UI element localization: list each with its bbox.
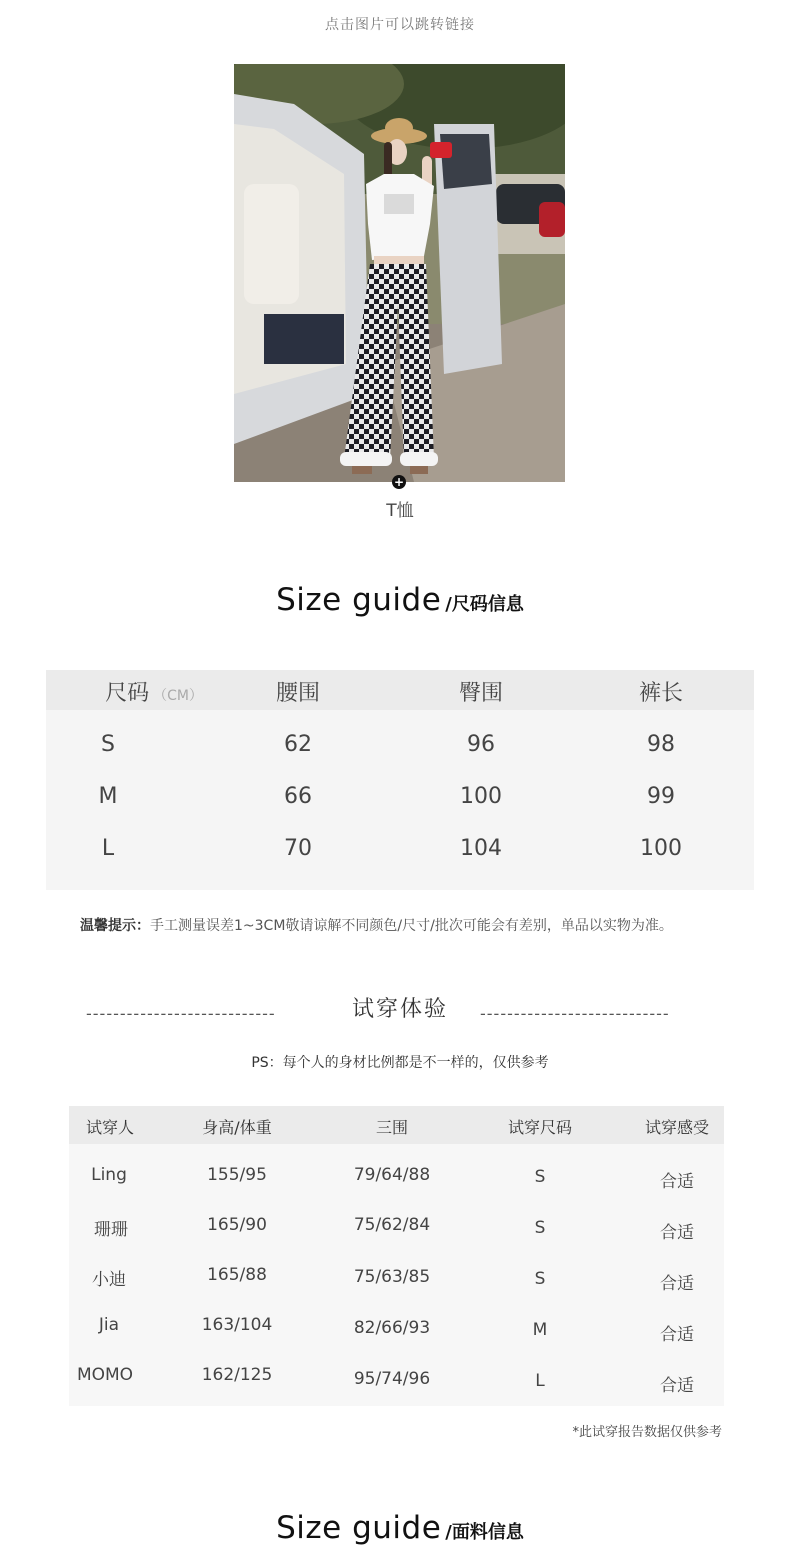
tryon-note: *此试穿报告数据仅供参考 xyxy=(572,1425,722,1440)
tryon-ps: PS：每个人的身材比例都是不一样的，仅供参考 xyxy=(251,1055,549,1071)
fabric-guide-title-cn: /面料信息 xyxy=(445,1522,524,1543)
tryon-feel: 合适 xyxy=(660,1325,694,1345)
warm-notice-label: 温馨提示： xyxy=(80,918,150,934)
tryon-person: 珊珊 xyxy=(94,1220,128,1240)
divider-left: ---------------------------- xyxy=(86,1004,276,1023)
product-photo xyxy=(234,64,565,482)
size-header-length: 裤长 xyxy=(638,681,684,706)
tryon-person: 小迪 xyxy=(92,1270,126,1290)
tryon-size: S xyxy=(534,1167,546,1187)
waist-cell: 62 xyxy=(284,732,312,757)
tryon-height-weight: 155/95 xyxy=(207,1165,267,1185)
product-photo-link[interactable] xyxy=(234,64,565,482)
tryon-header-height-weight: 身高/体重 xyxy=(202,1118,272,1137)
tryon-table xyxy=(69,1106,724,1406)
size-cell: M xyxy=(98,784,118,809)
size-table xyxy=(46,670,754,890)
waist-cell: 70 xyxy=(284,836,312,861)
jump-link-hint: 点击图片可以跳转链接 xyxy=(325,17,475,33)
tryon-height-weight: 165/90 xyxy=(207,1215,267,1235)
warm-notice xyxy=(80,915,673,935)
warm-notice-text: 手工测量误差1~3CM敬请谅解不同颜色/尺寸/批次可能会有差别，单品以实物为准。 xyxy=(150,918,673,934)
tryon-measurements: 75/62/84 xyxy=(353,1215,431,1235)
fabric-guide-title-en: Size guide xyxy=(276,1510,442,1546)
size-header-waist: 腰围 xyxy=(275,681,321,706)
tryon-feel: 合适 xyxy=(660,1223,694,1243)
plus-icon[interactable]: + xyxy=(393,475,405,489)
tryon-size: L xyxy=(535,1371,545,1391)
tryon-height-weight: 162/125 xyxy=(201,1365,273,1385)
hip-cell: 100 xyxy=(460,784,502,809)
tryon-header-measurements: 三围 xyxy=(375,1118,409,1137)
tryon-measurements: 95/74/96 xyxy=(353,1369,431,1389)
tryon-size: S xyxy=(534,1218,546,1238)
waist-cell: 66 xyxy=(284,784,312,809)
tryon-measurements: 79/64/88 xyxy=(353,1165,431,1185)
tryon-measurements: 75/63/85 xyxy=(353,1267,431,1287)
tryon-person: Ling xyxy=(91,1165,127,1185)
tryon-person: MOMO xyxy=(76,1365,134,1385)
tryon-height-weight: 165/88 xyxy=(207,1265,267,1285)
tryon-feel: 合适 xyxy=(660,1376,694,1396)
tryon-table-header xyxy=(69,1106,724,1144)
size-guide-title-cn: /尺码信息 xyxy=(445,594,524,615)
tryon-feel: 合适 xyxy=(660,1274,694,1294)
tryon-person: Jia xyxy=(98,1315,120,1335)
tryon-title: 试穿体验 xyxy=(351,997,448,1022)
tryon-header-person: 试穿人 xyxy=(85,1118,135,1137)
size-guide-title xyxy=(0,582,800,618)
fabric-guide-title xyxy=(0,1510,800,1546)
tryon-header-feel: 试穿感受 xyxy=(644,1118,710,1137)
tryon-feel: 合适 xyxy=(660,1172,694,1192)
length-cell: 98 xyxy=(647,732,675,757)
size-header-unit: （CM） xyxy=(153,688,203,704)
hip-cell: 96 xyxy=(467,732,495,757)
length-cell: 99 xyxy=(647,784,675,809)
tryon-header-size: 试穿尺码 xyxy=(507,1118,573,1137)
tryon-measurements: 82/66/93 xyxy=(353,1318,431,1338)
size-header-hip: 臀围 xyxy=(458,681,504,706)
size-cell: L xyxy=(101,836,115,861)
size-table-header xyxy=(46,670,754,710)
tryon-size: S xyxy=(534,1269,546,1289)
size-guide-title-en: Size guide xyxy=(276,582,442,618)
divider-right: ---------------------------- xyxy=(480,1004,670,1023)
hip-cell: 104 xyxy=(460,836,502,861)
size-header-size: 尺码 （CM） xyxy=(105,681,203,706)
product-caption[interactable]: T恤 xyxy=(386,501,414,521)
tryon-height-weight: 163/104 xyxy=(201,1315,273,1335)
tryon-size: M xyxy=(532,1320,548,1340)
size-cell: S xyxy=(101,732,115,757)
length-cell: 100 xyxy=(640,836,682,861)
